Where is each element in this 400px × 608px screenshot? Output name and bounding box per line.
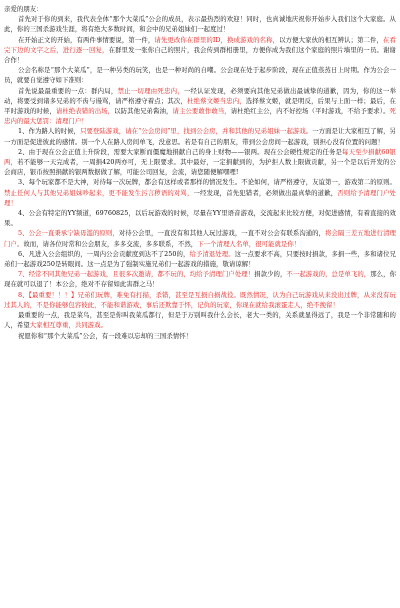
paragraph	[4, 177, 396, 208]
body-text: 一经认证发现，必须要向其他兄弟做出最诚挚的道歉，因为，你的这一举动，将要受到诸多兄弟的不齿与谩骂，请严格遵守着点；其次，	[4, 86, 397, 105]
body-text: 在开始正文的开始，有两件事情要说，第一件，	[18, 35, 155, 44]
paragraph	[4, 310, 396, 330]
paragraph	[4, 65, 396, 85]
greeting: 亲爱的朋友：	[4, 5, 43, 13]
body-text: 1、作为路人的时候，	[18, 127, 81, 136]
body-text: 祝愿你和“那个大菜瓜”公会，有一段难以忘却的三国杀情怀！	[18, 331, 193, 340]
highlighted-text: 禁止一切理由死忠内，	[117, 86, 184, 95]
highlighted-text: 将会隔三差五地进行清理门户。	[4, 229, 396, 248]
body-text: 那么，你现在就可以退了！本公会，绝对不存留如此害群之马！	[4, 270, 397, 289]
paragraph	[4, 331, 396, 341]
paragraph	[4, 14, 396, 34]
highlighted-text: 请杜绝表错的出场，	[55, 107, 115, 116]
paragraph	[4, 86, 396, 127]
body-text: 首先说最最重要的一点：群内局，	[18, 86, 118, 95]
body-text: 若不能够一天完成者，一周捐420两亦可，无上限要求。其中最好，一定捐献到的，为护拒人数上限做贡献，另一个是以后开发的公会商店，银币按照捐献的银两数据做了解，可能公司回复，会流，请您随便解嘿哩!	[4, 158, 396, 177]
paragraph	[4, 249, 396, 269]
highlighted-text: 请主公要敢作敢当，	[172, 107, 231, 116]
paragraph	[4, 290, 396, 310]
body-text: 一方面是让大家相互了解，另一方面是促进彼此的感情。别一个人在路人房间单飞，没意思。若是有自己的朋友，带到公会房间一起游戏，别担心没有位置的问题！	[4, 127, 396, 146]
paragraph	[4, 126, 396, 146]
body-text: 2、由于现在公会正值上升阶段，需要大家断而僵魔地捐献自己的身上财物——银两。现在公会硬性规定的任务是	[18, 147, 343, 156]
body-text: 对待公会里，一直没有和其他人玩过游戏，一直不对公会有联系沟通的，	[118, 229, 326, 238]
paragraph	[4, 147, 396, 178]
body-text: 捐款少的，	[254, 270, 287, 279]
body-text: 3、每个玩家都不是大神，对待每一次玩牌，都会有这样或者那样的情况发生。不论如何，请严格遵守，友谊第一，游戏第二的原则。	[18, 178, 396, 187]
paragraph	[4, 228, 396, 248]
body-text: 一经发现，首先犯错者，必须做出最真挚的道歉，	[193, 188, 338, 197]
highlighted-text: 否则给予清理门户处理！	[4, 188, 396, 207]
body-text: 4、公会有特定的YY频道，69760825，以后玩游戏的时候，尽量在YY里语音游戏，交流起来比较方便，对促进感情，有着直接的效果。	[4, 209, 396, 228]
paragraph	[4, 269, 396, 289]
highlighted-text: 大家相互尊重，共同游戏。	[29, 321, 108, 330]
body-text: 故而，请各位时常和公会朋友，多多交流，多多联系，不然，	[23, 239, 198, 248]
body-text: 以方便大家伙的相互辨认；第二件，	[279, 35, 384, 44]
body-text: 请杜绝红主公，内不好控场（平时游戏，不给予要求）。	[230, 107, 390, 116]
highlighted-text: 每天至少捐献60银两，	[4, 147, 396, 167]
highlighted-text: 不一起游戏的，总是单飞的，	[286, 270, 371, 279]
highlighted-text: 8、【最重要！！！】兄弟们玩牌，难免有打描，杀错，甚至是互损自损战役。既然情况，认为自己玩游戏从来没出过牌，从来没有玩过其人的，不是你能够包容彼此，不能和谐游戏，事后还欺靠于怀，记仇的玩家，你现在就给我滚蛋走人，绝不挽留！	[4, 290, 396, 309]
highlighted-text: 给予清退处理。	[189, 249, 235, 258]
highlighted-text: 5、公会一直秉承宁缺毋滥的原则，	[18, 229, 119, 238]
highlighted-text: 杜绝蔡文姬当忠内，	[186, 96, 246, 105]
highlighted-text: 下一个清理人名单，很可能就是你！	[197, 239, 301, 248]
highlighted-text: 请先更改你在群里的ID，换成游戏的名称，	[154, 35, 280, 44]
body-text: 首先对于你的到来，我代表全体“那个大菜瓜”公会的成员，表示最热烈的欢迎！同时，也真诚地庆祝你开始步入我们这个大家庭。从此，你的三国杀游戏生涯，将有绝大多数时间，和会中的兄弟姐妹们一起度过！	[4, 15, 396, 34]
paragraph	[4, 208, 396, 228]
body-text: 最重要的一点，我是菜鸟，甚至是你叫我菜瓜都行，但是于万别叫我什么会长，老大一类的，关系就显得远了，我是一个非常随和的人，希望	[4, 311, 396, 330]
highlighted-text: 死忠内的最大惩罚：清理门户！	[4, 107, 396, 126]
body-text: 这一点要求不高，只要按时捐款，多捐一些，多和诸位兄弟们一起游戏250是转眼间。这一点是为了强制实施兄弟们一起游戏的措施，敬请谅解！	[4, 249, 397, 269]
document-body	[4, 14, 396, 341]
highlighted-text: 7、经常不同其他兄弟一起游戏，且很多次邀请，都不玩的，均给予清理门户处理！	[18, 270, 255, 279]
body-text: 6、凡进入公会组织的，一周内公会贡献度到达不了250的，	[18, 249, 190, 258]
highlighted-text: 禁止任何人与其他兄弟姐妹吵起来，更不能发生污言秽语的对骂，	[4, 188, 194, 197]
highlighted-text: 只要登陆游戏，请在“公会房间”里，找到公会房，并和其他的兄弟姐妹一起游戏。	[80, 127, 313, 136]
highlighted-text: 在看完下边的文字之后，进行逐一回复，	[4, 35, 396, 54]
body-text: 以防其他兄弟酱油，	[114, 107, 173, 116]
body-text: 在群里发一张你自己的照片，我会传到群相册里，方便你成为我们这个家庭的照片墙里的一员。谢谢合作！	[4, 45, 396, 65]
paragraph	[4, 35, 396, 66]
body-text: 公会名称是“那个大菜瓜”，是一种另类的玩笑，也是一种对尚的自嘲。公会现在处于起步阶段，现在正值蒸蒸日上时期。作为公会一员，就要自觉遵守如下准则：	[4, 66, 396, 85]
body-text: 选择蔡文姬，就是明反，后果与上面一样；最后，在平时游戏的时候，	[4, 96, 396, 116]
